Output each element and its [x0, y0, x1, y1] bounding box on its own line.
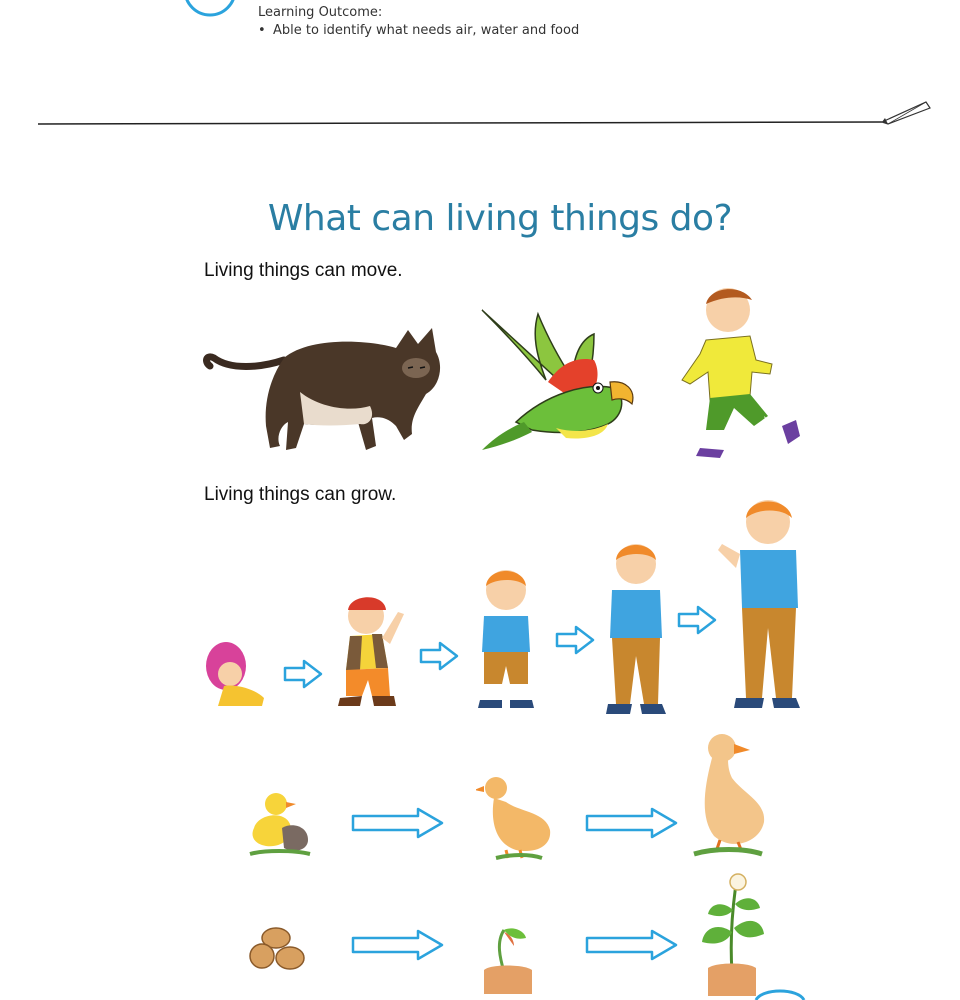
- adult-duck-icon: [684, 728, 768, 860]
- adult-icon: [712, 496, 804, 716]
- teen-icon: [598, 540, 674, 716]
- plant-icon: [698, 872, 766, 996]
- arrow-icon: [282, 658, 324, 690]
- walking-boy-icon: [670, 284, 804, 460]
- long-arrow-icon: [584, 928, 680, 962]
- seedling-icon: [480, 924, 536, 994]
- long-arrow-icon: [584, 806, 680, 840]
- cat-icon: [200, 322, 446, 458]
- seeds-icon: [246, 924, 308, 972]
- move-section-label: Living things can move.: [204, 260, 403, 281]
- duckling-icon: [244, 788, 312, 862]
- activity-badge-icon: [182, 0, 238, 20]
- page-title: What can living things do?: [267, 198, 733, 239]
- pencil-divider: [36, 98, 936, 130]
- pencil-icon: [882, 102, 930, 124]
- toddler-icon: [332, 592, 412, 712]
- baby-icon: [204, 636, 270, 710]
- parrot-icon: [476, 304, 642, 454]
- learning-outcome-item: • Able to identify what needs air, water and food: [258, 23, 580, 38]
- young-duck-icon: [476, 772, 556, 862]
- page-number-badge-icon: [752, 988, 808, 1000]
- arrow-icon: [554, 624, 596, 656]
- long-arrow-icon: [350, 806, 446, 840]
- arrow-icon: [418, 640, 460, 672]
- grow-section-label: Living things can grow.: [204, 484, 397, 505]
- long-arrow-icon: [350, 928, 446, 962]
- bullet-icon: •: [258, 23, 266, 38]
- child-icon: [474, 566, 538, 712]
- learning-outcome-heading: Learning Outcome:: [258, 5, 383, 20]
